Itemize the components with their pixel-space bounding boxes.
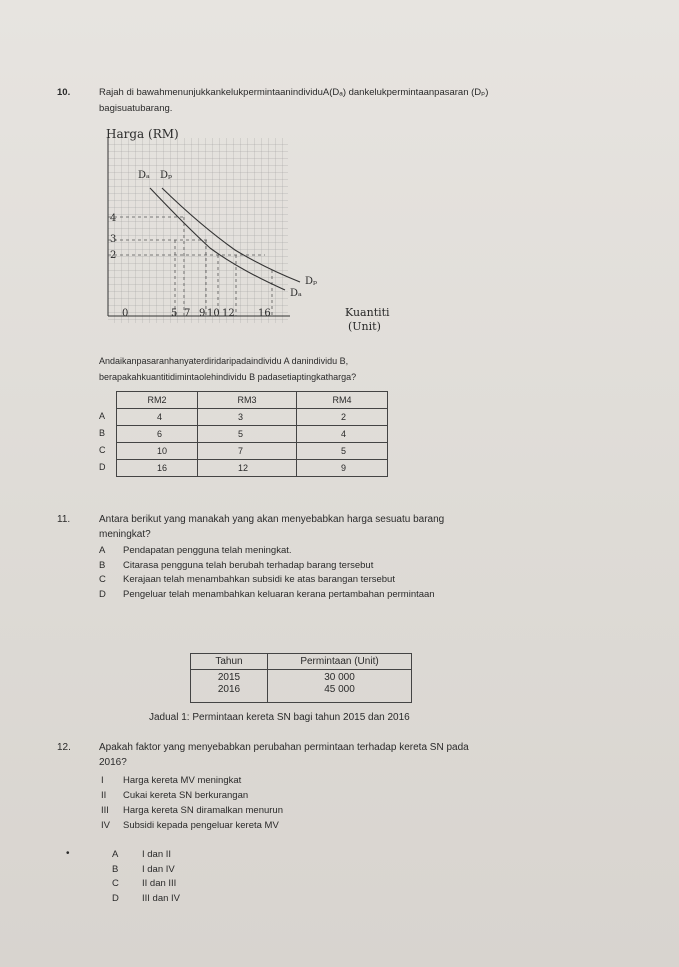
q11-option-d-letter: D	[99, 588, 106, 600]
q10-text-line2: bagisuatubarang.	[99, 103, 173, 114]
q12-option-a-text: I dan II	[142, 849, 172, 860]
q12-statement-4-roman: IV	[101, 820, 110, 831]
header-rm3: RM3	[198, 392, 297, 409]
cell-d-rm3: 12	[198, 460, 297, 477]
q12-text-line1: Apakah faktor yang menyebabkan perubahan permintaan terhadap kereta SN pada	[99, 742, 469, 753]
cell-c-rm3: 7	[198, 443, 297, 460]
q10-text-line1: Rajah di bawahmenunjukkankelukpermintaanindividuA(Dₐ) dankelukpermintaanpasaran (Dₚ)	[99, 87, 489, 98]
q11-option-b[interactable]	[99, 559, 435, 574]
q12-statement-2-text: Cukai kereta SN berkurangan	[123, 790, 249, 801]
header-rm4: RM4	[297, 392, 388, 409]
q12-option-c-letter: C	[112, 878, 119, 889]
cell-b-rm4: 4	[297, 426, 388, 443]
q11-options	[99, 544, 435, 602]
q12-statement-1-roman: I	[101, 775, 104, 786]
q10-question-line1: Andaikanpasaranhanyaterdiridaripadaindividu A danindividu B,	[99, 356, 349, 366]
cell-c-rm2: 10	[117, 443, 198, 460]
label-dp-top: Dₚ	[160, 170, 173, 181]
q12-option-d-letter: D	[112, 892, 119, 904]
cell-a-rm2: 4	[117, 409, 198, 426]
x-axis-title: Kuantiti	[345, 306, 390, 319]
x-tick-9: 9	[199, 308, 206, 319]
table1-caption: Jadual 1: Permintaan kereta SN bagi tahun 2015 dan 2016	[149, 712, 410, 723]
q11-option-d-text: Pengeluar telah menambahkan keluaran kerana pertambahan permintaan	[123, 588, 435, 600]
q12-option-b-text: I dan IV	[142, 863, 175, 875]
x-tick-5: 5	[171, 308, 178, 319]
q10-number: 10.	[57, 87, 71, 98]
q10-option-d-letter[interactable]: D	[99, 462, 106, 472]
header-permintaan: Permintaan (Unit)	[268, 654, 412, 670]
y-axis-title: Harga (RM)	[106, 127, 179, 141]
q10-option-b-letter[interactable]: B	[99, 428, 106, 438]
table-row	[117, 409, 388, 426]
demand-curve-graph	[100, 127, 420, 340]
pen-mark: •	[66, 848, 70, 859]
table-row	[117, 460, 388, 477]
q11-option-a-letter: A	[99, 545, 106, 556]
cell-a-rm3: 3	[198, 409, 297, 426]
demand-table	[190, 653, 412, 703]
q12-statement-4	[101, 818, 283, 833]
q11-number: 11.	[57, 514, 71, 525]
q11-option-c[interactable]	[99, 573, 435, 588]
q10-option-letters	[99, 391, 106, 476]
cell-c-rm4: 5	[297, 443, 388, 460]
x-tick-7: 7	[184, 308, 191, 319]
origin-label: 0	[122, 308, 129, 319]
x-tick-10: 10	[207, 308, 220, 319]
q12-statement-1-text: Harga kereta MV meningkat	[123, 775, 242, 786]
q11-option-c-letter: C	[99, 574, 106, 585]
q12-statement-2	[101, 788, 283, 803]
q11-option-b-letter: B	[99, 559, 106, 571]
label-da-top: Dₐ	[138, 170, 150, 181]
q12-statement-2-roman: II	[101, 790, 107, 801]
q11-text-line1: Antara berikut yang manakah yang akan menyebabkan harga sesuatu barang	[99, 514, 445, 525]
q12-option-b[interactable]	[112, 863, 180, 878]
q12-text-line2: 2016?	[99, 757, 127, 768]
q12-statement-4-text: Subsidi kepada pengeluar kereta MV	[123, 820, 279, 831]
x-axis-unit: (Unit)	[348, 320, 381, 333]
y-tick-3: 3	[110, 234, 117, 245]
cell-a-rm4: 2	[297, 409, 388, 426]
q12-option-d-text: III dan IV	[142, 892, 181, 904]
header-rm2: RM2	[117, 392, 198, 409]
q12-options	[112, 848, 180, 906]
q12-statement-3-roman: III	[101, 805, 109, 816]
q11-option-a[interactable]	[99, 544, 435, 559]
q10-option-c-letter[interactable]: C	[99, 445, 106, 455]
q11-option-c-text: Kerajaan telah menambahkan subsidi ke atas barangan tersebut	[123, 574, 395, 585]
q11-option-b-text: Citarasa pengguna telah berubah terhadap barang tersebut	[123, 559, 374, 571]
q12-option-c[interactable]	[112, 877, 180, 892]
demand-table-header	[191, 654, 412, 670]
q12-statement-3	[101, 803, 283, 818]
cell-b-rm2: 6	[117, 426, 198, 443]
q12-statement-1	[101, 773, 283, 788]
table-row	[117, 443, 388, 460]
y-tick-4: 4	[110, 213, 117, 224]
q11-text-line2: meningkat?	[99, 529, 151, 540]
cell-d-rm2: 16	[117, 460, 198, 477]
graph-grid	[108, 138, 288, 323]
cell-d-rm4: 9	[297, 460, 388, 477]
q12-statements	[101, 773, 283, 833]
q12-option-b-letter: B	[112, 863, 119, 875]
q12-option-c-text: II dan III	[142, 878, 177, 889]
q11-option-d[interactable]	[99, 588, 435, 603]
q10-answer-table	[116, 391, 388, 477]
label-da-end: Dₐ	[290, 288, 302, 299]
x-tick-16: 16	[258, 308, 271, 319]
q12-option-a-letter: A	[112, 849, 119, 860]
q12-number: 12.	[57, 742, 71, 753]
cell-demand-2015: 30 000	[268, 670, 412, 685]
cell-b-rm3: 5	[198, 426, 297, 443]
table-row	[117, 426, 388, 443]
label-dp-end: Dₚ	[305, 276, 318, 287]
x-tick-12: 12	[222, 308, 235, 319]
cell-demand-2016: 45 000	[268, 684, 412, 703]
table-row	[191, 670, 412, 685]
q12-option-d[interactable]	[112, 892, 180, 907]
q12-option-a[interactable]	[112, 848, 180, 863]
q11-option-a-text: Pendapatan pengguna telah meningkat.	[123, 545, 292, 556]
q12-statement-3-text: Harga kereta SN diramalkan menurun	[123, 805, 283, 816]
q10-option-a-letter[interactable]: A	[99, 411, 106, 421]
cell-year-2016: 2016	[191, 684, 268, 703]
q10-table-header	[117, 392, 388, 409]
q10-question-line2: berapakahkuantitidimintaolehindividu B padasetiaptingkatharga?	[99, 372, 357, 382]
table-row	[191, 684, 412, 703]
cell-year-2015: 2015	[191, 670, 268, 685]
y-tick-2: 2	[110, 250, 117, 261]
header-tahun: Tahun	[191, 654, 268, 670]
